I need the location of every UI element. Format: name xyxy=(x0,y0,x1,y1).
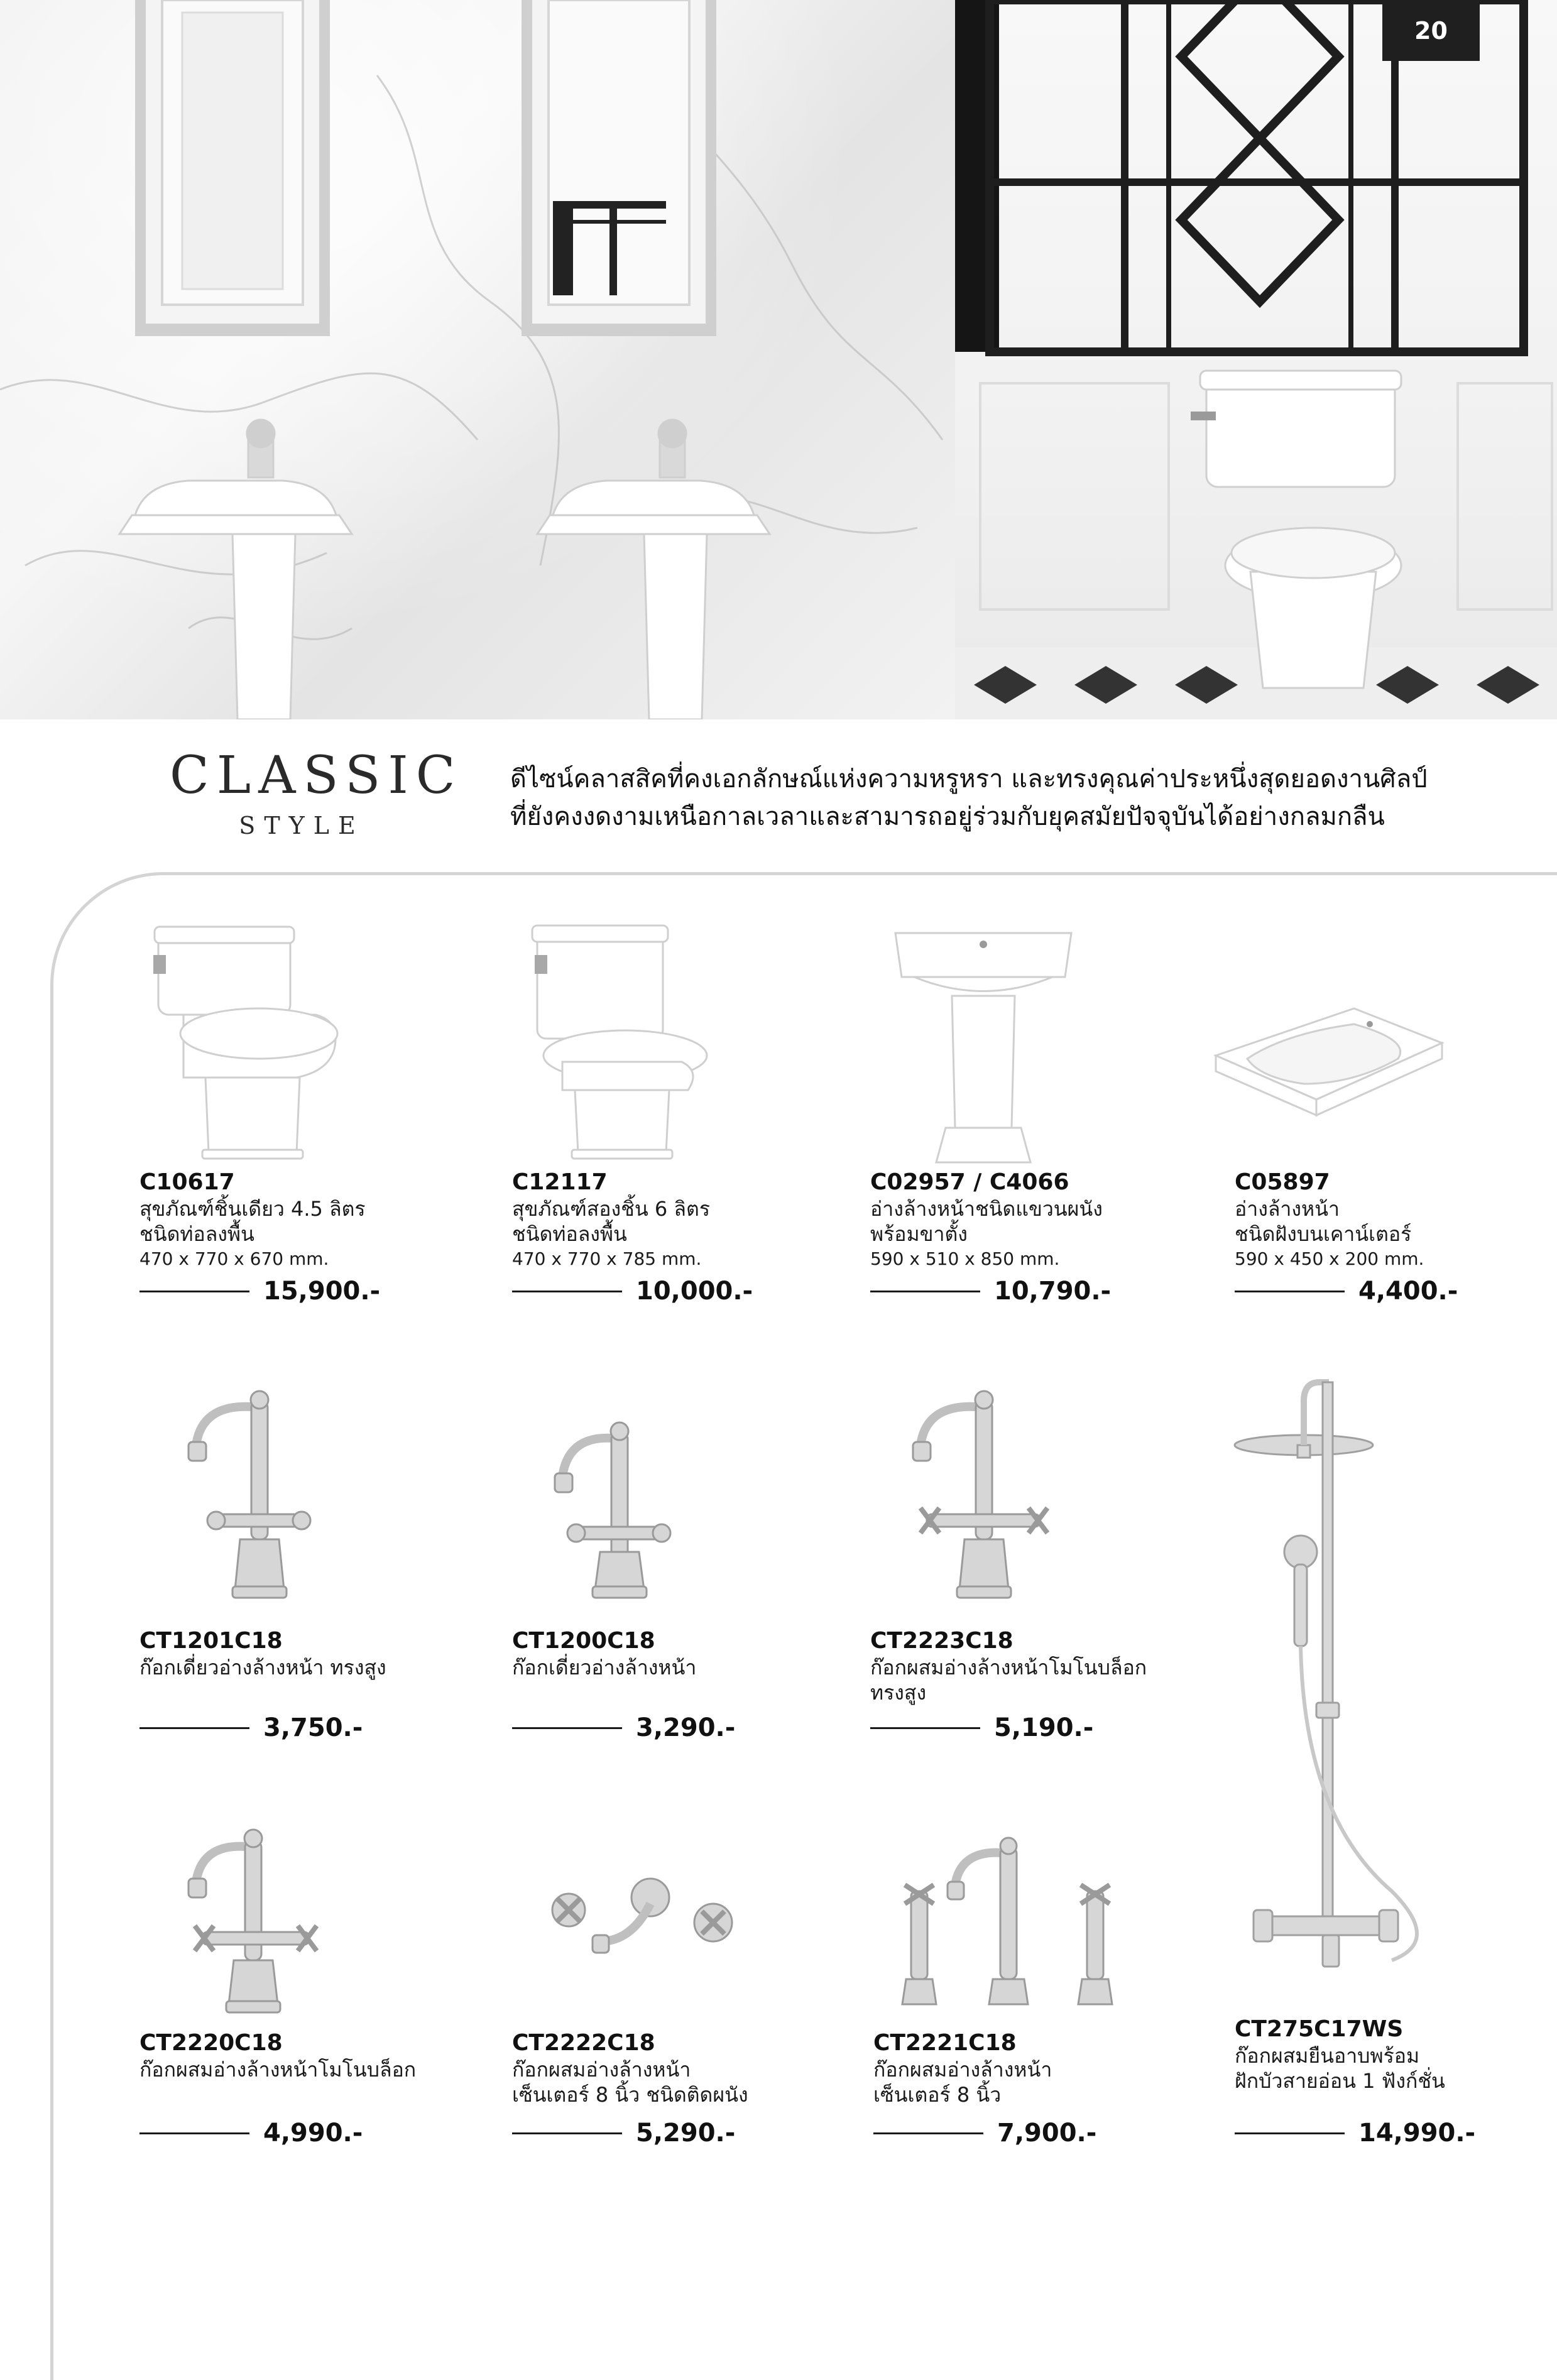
wall-mounted-mixer-icon xyxy=(537,1872,751,1985)
product-description: ฝักบัวสายอ่อน 1 ฟังก์ชั่น xyxy=(1235,2069,1445,2093)
price-row xyxy=(139,1275,380,1307)
price-divider xyxy=(870,1291,980,1292)
product-price: 10,000.- xyxy=(636,1277,753,1306)
price-divider xyxy=(873,2132,983,2134)
product-price: 7,900.- xyxy=(997,2119,1097,2148)
price-divider xyxy=(1235,1291,1345,1292)
product-ct1201c18[interactable] xyxy=(139,1382,466,1759)
product-c05897[interactable] xyxy=(1235,920,1557,1310)
product-price: 3,750.- xyxy=(263,1713,363,1742)
price-divider xyxy=(139,2132,249,2134)
price-row xyxy=(512,1275,753,1307)
product-description: เซ็นเตอร์ 8 นิ้ว ชนิดติดผนัง xyxy=(512,2083,748,2107)
product-description: ก๊อกผสมยืนอาบพร้อม xyxy=(1235,2044,1420,2068)
price-row xyxy=(139,1712,363,1744)
product-ct2220c18[interactable] xyxy=(139,1822,466,2161)
countertop-basin-icon xyxy=(1210,996,1448,1122)
basin-left xyxy=(119,420,352,719)
product-price: 5,190.- xyxy=(994,1713,1094,1742)
product-code: CT2223C18 xyxy=(870,1628,1013,1654)
product-code: CT1201C18 xyxy=(139,1628,283,1654)
description-line-2: ที่ยังคงงดงามเหนือกาลเวลาและสามารถอยู่ร่วมกับยุคสมัยปัจจุบันได้อย่างกลมกลืน xyxy=(510,802,1385,831)
price-row xyxy=(139,2117,363,2149)
shower-column-icon xyxy=(1228,1376,1480,1998)
product-description: ก๊อกผสมอ่างล้างหน้า xyxy=(873,2058,1052,2082)
pedestal-basin-icon xyxy=(889,920,1078,1178)
price-row xyxy=(512,1712,735,1744)
section-description xyxy=(510,760,1528,836)
product-description: ชนิดฝังบนเคาน์เตอร์ xyxy=(1235,1222,1412,1246)
product-ct2223c18[interactable] xyxy=(870,1382,1197,1759)
product-ct275c17ws[interactable] xyxy=(1235,1376,1557,2161)
product-code: CT2222C18 xyxy=(512,2030,655,2056)
product-description: พร้อมขาตั้ง xyxy=(870,1222,968,1246)
product-code: CT275C17WS xyxy=(1235,2016,1404,2042)
product-code: C12117 xyxy=(512,1169,608,1195)
product-code: CT2220C18 xyxy=(139,2030,283,2056)
mirror-right xyxy=(522,0,716,336)
product-description: ก๊อกผสมอ่างล้างหน้าโมโนบล็อก xyxy=(139,2058,417,2082)
price-divider xyxy=(512,2132,622,2134)
product-description: เซ็นเตอร์ 8 นิ้ว xyxy=(873,2083,1002,2107)
price-divider xyxy=(139,1727,249,1729)
product-description: สุขภัณฑ์ชิ้นเดียว 4.5 ลิตร xyxy=(139,1197,366,1221)
basin-faucet-icon xyxy=(531,1420,694,1608)
product-dimensions: 470 x 770 x 670 mm. xyxy=(139,1248,329,1269)
product-code: C05897 xyxy=(1235,1169,1330,1195)
one-piece-toilet-icon xyxy=(146,920,347,1178)
basin-right xyxy=(537,420,770,719)
product-description: ชนิดท่อลงพื้น xyxy=(512,1222,627,1246)
title-main: CLASSIC xyxy=(170,746,463,805)
price-divider xyxy=(870,1727,980,1729)
product-price: 10,790.- xyxy=(994,1277,1112,1306)
mirror-left xyxy=(135,0,330,336)
product-price: 5,290.- xyxy=(636,2119,736,2148)
product-description: สุขภัณฑ์สองชิ้น 6 ลิตร xyxy=(512,1197,710,1221)
product-price: 4,990.- xyxy=(263,2119,363,2148)
product-c12117[interactable] xyxy=(512,920,839,1310)
product-price: 14,990.- xyxy=(1358,2119,1476,2148)
price-row xyxy=(873,2117,1096,2149)
product-description: ก๊อกผสมอ่างล้างหน้า xyxy=(512,2058,691,2082)
price-divider xyxy=(512,1727,622,1729)
product-ct2221c18[interactable] xyxy=(873,1822,1200,2161)
price-divider xyxy=(1235,2132,1345,2134)
tall-monoblock-mixer-icon xyxy=(889,1382,1065,1608)
price-divider xyxy=(139,1291,249,1292)
product-description: ก๊อกเดี่ยวอ่างล้างหน้า xyxy=(512,1656,697,1679)
product-description: ก๊อกผสมอ่างล้างหน้าโมโนบล็อก xyxy=(870,1656,1147,1679)
product-dimensions: 590 x 450 x 200 mm. xyxy=(1235,1248,1424,1269)
product-description: ทรงสูง xyxy=(870,1681,927,1705)
product-dimensions: 470 x 770 x 785 mm. xyxy=(512,1248,702,1269)
product-price: 15,900.- xyxy=(263,1277,381,1306)
product-price: 4,400.- xyxy=(1358,1277,1458,1306)
three-hole-mixer-icon xyxy=(892,1835,1125,2017)
product-price: 3,290.- xyxy=(636,1713,736,1742)
price-row xyxy=(870,1712,1093,1744)
checkered-floor xyxy=(955,647,1557,719)
product-code: CT1200C18 xyxy=(512,1628,655,1654)
product-ct2222c18[interactable] xyxy=(512,1822,839,2161)
price-row xyxy=(1235,2117,1475,2149)
bathroom-scene-illustration xyxy=(0,0,1557,719)
product-description: อ่างล้างหน้าชนิดแขวนผนัง xyxy=(870,1197,1103,1221)
product-ct1200c18[interactable] xyxy=(512,1382,839,1759)
description-line-1: ดีไซน์คลาสสิคที่คงเอกลักษณ์แห่งความหรูหรา และทรงคุณค่าประหนึ่งสุดยอดงานศิลป์ xyxy=(510,765,1428,794)
product-code: C02957 / C4066 xyxy=(870,1169,1069,1195)
product-description: อ่างล้างหน้า xyxy=(1235,1197,1340,1221)
price-row xyxy=(512,2117,735,2149)
two-piece-toilet-icon xyxy=(512,920,713,1178)
product-description: ก๊อกเดี่ยวอ่างล้างหน้า ทรงสูง xyxy=(139,1656,386,1679)
product-code: CT2221C18 xyxy=(873,2030,1017,2056)
product-dimensions: 590 x 510 x 850 mm. xyxy=(870,1248,1060,1269)
product-c02957-c4066[interactable] xyxy=(870,920,1197,1310)
price-divider xyxy=(512,1291,622,1292)
toilet-scene xyxy=(1191,371,1401,688)
price-row xyxy=(1235,1275,1458,1307)
product-c10617[interactable] xyxy=(139,920,466,1310)
title-sub: STYLE xyxy=(239,812,364,840)
section-title xyxy=(170,746,463,840)
product-code: C10617 xyxy=(139,1169,235,1195)
price-row xyxy=(870,1275,1111,1307)
tall-basin-faucet-icon xyxy=(165,1382,328,1608)
page-number: 20 xyxy=(1382,0,1480,61)
monoblock-mixer-icon xyxy=(165,1822,341,2029)
product-description: ชนิดท่อลงพื้น xyxy=(139,1222,254,1246)
hero-photo xyxy=(0,0,1557,719)
